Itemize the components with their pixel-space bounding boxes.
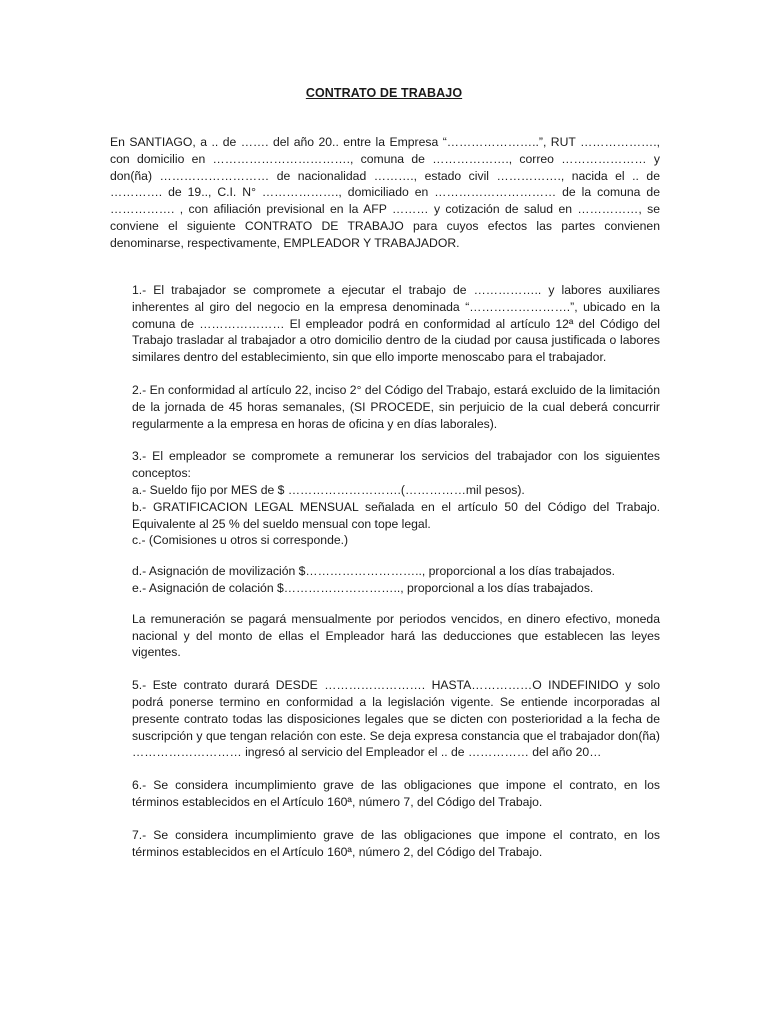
spacer: [132, 597, 660, 611]
clause-3-intro: 3.- El empleador se compromete a remunerar los servicios del trabajador con los siguientes conceptos:: [132, 449, 660, 481]
clause-5: 5.- Este contrato durará DESDE ……………………. HASTA……………O INDEFINIDO y solo podrá ponerse termino en conformidad a la legislación vigente. Se entiende incorporadas al presente contrato todas las disposiciones legales que se dicten con posterioridad a la fecha de suscripción y que tengan relación con este. Se deja expresa constancia que el trabajador don(ña) ……………………… ingresó al servicio del Empleador el .. de …………… del año 20…: [132, 678, 660, 760]
clause-3-item-b: b.- GRATIFICACION LEGAL MENSUAL señalada en el artículo 50 del Código del Trabajo. Equivalente al 25 % del sueldo mensual con tope legal.: [132, 499, 660, 531]
clause-2: 2.- En conformidad al artículo 22, inciso 2° del Código del Trabajo, estará excluido de la limitación de la jornada de 45 horas semanales, (SI PROCEDE, sin perjuicio de la cual deberá concurrir regularmente a la empresa en horas de oficina y en días laborales).: [132, 382, 660, 431]
clause-3-item-e: e.- Asignación de colación $……………………….., proporcional a los días trabajados.: [132, 580, 594, 595]
document-title: CONTRATO DE TRABAJO: [305, 86, 463, 100]
clause-3: [132, 448, 660, 661]
clause-3-payment: La remuneración se pagará mensualmente por periodos vencidos, en dinero efectivo, moneda nacional y del monto de ellas el Empleador hará las deducciones que establecen las leyes vigentes.: [132, 611, 660, 660]
clause-7: 7.- Se considera incumplimiento grave de las obligaciones que impone el contrato, en los términos establecidos en el Artículo 160ª, número 2, del Código del Trabajo.: [132, 827, 660, 859]
spacer: [132, 549, 660, 563]
clause-3-item-d: d.- Asignación de movilización $……………………….., proporcional a los días trabajados.: [132, 564, 615, 579]
clauses-section: [132, 282, 660, 876]
clause-3-item-c: c.- (Comisiones u otros si corresponde.): [132, 533, 349, 548]
intro-paragraph: En SANTIAGO, a .. de ……. del año 20.. entre la Empresa “…………………..”, RUT ………………., con domicilio en ……………………………., comuna de ………………., correo ………………… y don(ña) ……………………… de nacionalidad ………., estado civil ……………., nacida el .. de …………. de 19.., C.I. N° ………………., domiciliado en ………………………… de la comuna de ……………. , con afiliación previsional en la AFP ……… y cotización de salud en ……………, se conviene el siguiente CONTRATO DE TRABAJO para cuyos efectos las partes convienen denominarse, respectivamente, EMPLEADOR Y TRABAJADOR.: [110, 135, 660, 250]
clause-6: 6.- Se considera incumplimiento grave de las obligaciones que impone el contrato, en los términos establecidos en el Artículo 160ª, número 7, del Código del Trabajo.: [132, 778, 660, 809]
clause-1: 1.- El trabajador se compromete a ejecutar el trabajo de …………….. y labores auxiliares inherentes al giro del negocio en la empresa denominada “…………………….”, ubicado en la comuna de ………………… El empleador podrá en conformidad al artículo 12ª del Código del Trabajo trasladar al trabajador a otro domicilio dentro de la ciudad por causa justificada o labores similares dentro del establecimiento, sin que ello importe menoscabo para el trabajador.: [132, 283, 660, 365]
clause-3-item-a: a.- Sueldo fijo por MES de $ ……………………….(……………mil pesos).: [132, 482, 525, 497]
